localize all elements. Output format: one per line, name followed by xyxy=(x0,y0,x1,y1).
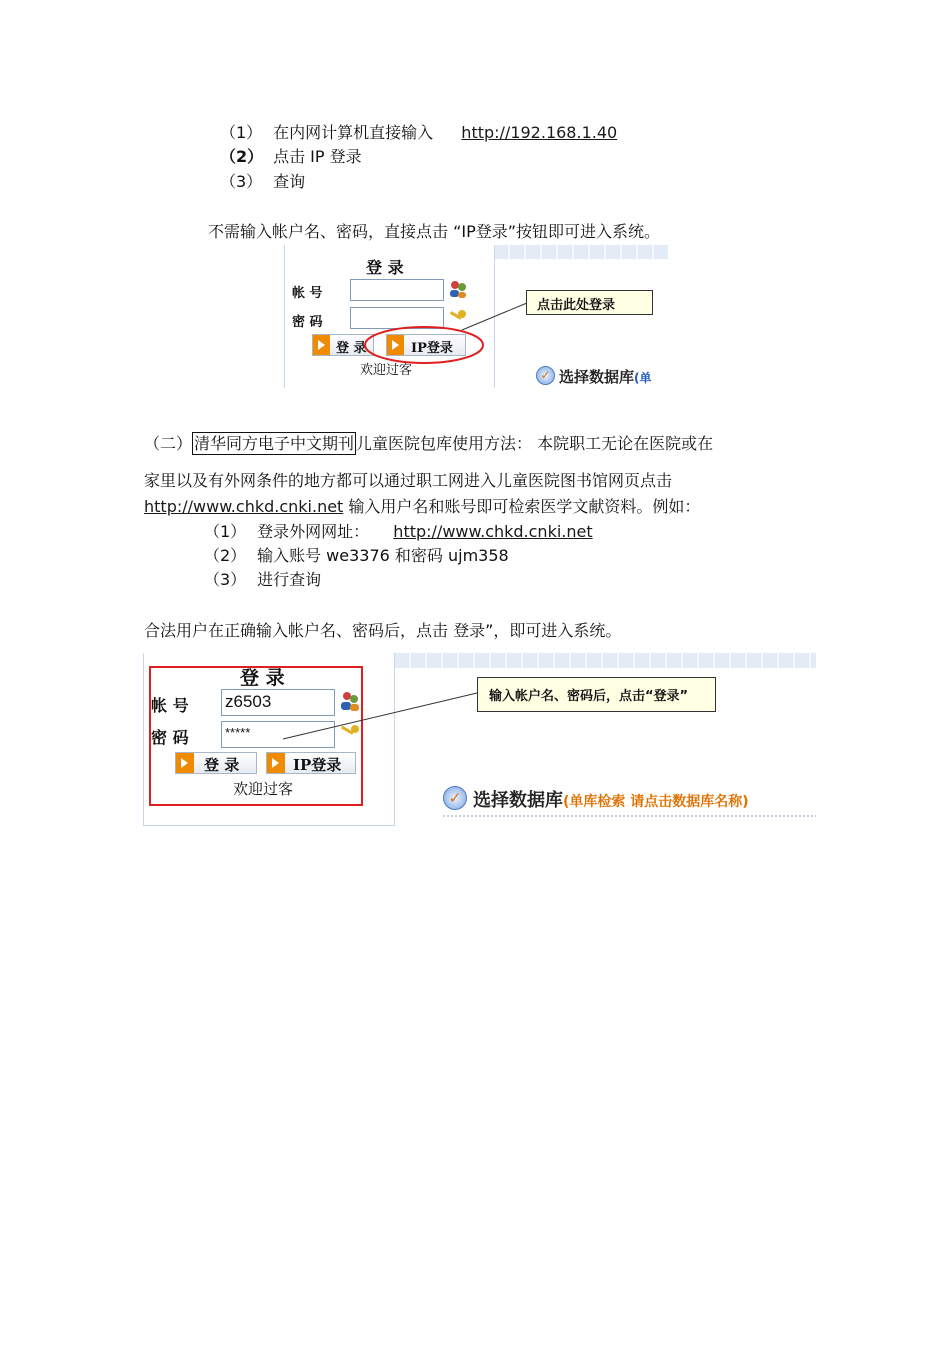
welcome-text: 欢迎过客 xyxy=(360,363,413,378)
step2-2 xyxy=(204,543,509,566)
instruction-note: 不需输入帐户名、密码，直接点击 “IP登录”按钮即可进入系统。 xyxy=(208,222,661,241)
db-select-tail: (单库检索 请点击数据库名称) xyxy=(563,794,749,810)
step2-1 xyxy=(204,519,593,542)
intranet-link[interactable]: http://192.168.1.40 xyxy=(461,123,618,142)
db-select-heading xyxy=(559,366,652,387)
cnki-link[interactable]: http://www.chkd.cnki.net xyxy=(144,497,344,516)
step-number: （2） xyxy=(204,546,247,565)
checkmark-icon: ✓ xyxy=(536,366,555,385)
intro-rest: 儿童医院包库使用方法： 本院职工无论在医院或在 xyxy=(356,434,714,453)
section2-note: 合法用户在正确输入帐户名、密码后，点击 登录”，即可进入系统。 xyxy=(144,621,622,640)
step2-3 xyxy=(204,567,321,590)
step-number: （3） xyxy=(204,570,247,589)
step-1 xyxy=(220,120,617,143)
section2-line3 xyxy=(144,494,700,517)
step-number: （1） xyxy=(220,123,263,142)
step-text: 查询 xyxy=(273,172,306,191)
checkmark-icon: ✓ xyxy=(443,786,467,810)
step-text: 进行查询 xyxy=(257,570,322,589)
external-link[interactable]: http://www.chkd.cnki.net xyxy=(393,522,593,541)
callout-click-here: 点击此处登录 xyxy=(526,290,653,315)
db-select-label: 选择数据库 xyxy=(473,790,563,811)
callout-enter-credentials: 输入帐户名、密码后，点击“登录” xyxy=(477,677,716,712)
db-select-heading xyxy=(473,786,749,812)
step-number: （2） xyxy=(220,147,264,166)
section-number: （二） xyxy=(144,434,193,453)
account-input[interactable]: z6503 xyxy=(221,689,335,716)
ip-login-button-label: IP登录 xyxy=(411,341,453,356)
step-text: 登录外网网址： xyxy=(257,522,370,541)
login-button-label: 登 录 xyxy=(336,341,367,356)
line3-rest: 输入用户名和账号即可检索医学文献资料。例如： xyxy=(343,497,701,516)
step-2 xyxy=(220,144,362,167)
welcome-text: 欢迎过客 xyxy=(233,780,294,798)
db-select-tail: (单 xyxy=(634,371,652,385)
login-button-label: 登 录 xyxy=(204,756,240,774)
ip-login-button-label: IP登录 xyxy=(293,756,342,774)
login-title: 登 录 xyxy=(240,667,285,689)
step-number: （1） xyxy=(204,522,247,541)
login-screenshot-2 xyxy=(143,653,816,827)
login-screenshot-1 xyxy=(284,245,668,388)
account-label: 帐 号 xyxy=(292,286,323,301)
password-label: 密 码 xyxy=(292,315,323,330)
password-label: 密 码 xyxy=(151,728,189,747)
section2-line2: 家里以及有外网条件的地方都可以通过职工网进入儿童医院图书馆网页点击 xyxy=(144,471,673,490)
section2-intro xyxy=(144,431,713,454)
db-select-label: 选择数据库 xyxy=(559,368,635,386)
password-input[interactable]: ***** xyxy=(221,721,335,748)
account-label: 帐 号 xyxy=(151,696,189,715)
boxed-title: 清华同方电子中文期刊 xyxy=(194,434,355,453)
step-3 xyxy=(220,169,305,192)
login-title: 登 录 xyxy=(366,258,404,277)
step-text: 点击 IP 登录 xyxy=(273,147,362,166)
step-text: 输入账号 we3376 和密码 ujm358 xyxy=(257,546,509,565)
step-text: 在内网计算机直接输入 xyxy=(273,123,434,142)
step-number: （3） xyxy=(220,172,263,191)
